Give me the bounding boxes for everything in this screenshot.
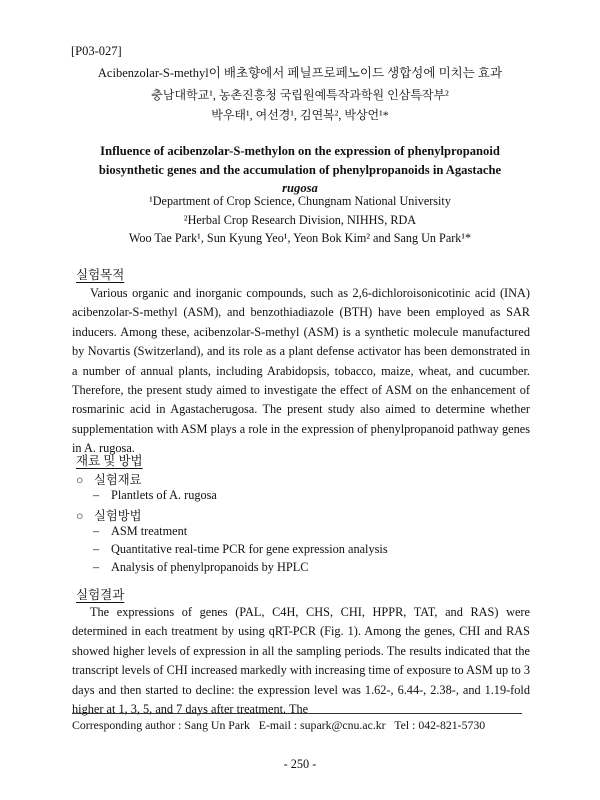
english-title-line-3: rugosa bbox=[282, 181, 318, 195]
methods-subitem-qpcr bbox=[93, 542, 388, 557]
methods-item-label: 실험방법 bbox=[94, 509, 142, 523]
korean-authors: 박우태¹, 여선경¹, 김연복², 박상언¹* bbox=[211, 108, 389, 122]
methods-item-label: Quantitative real-time PCR for gene expression analysis bbox=[111, 542, 388, 556]
corresponding-author-footer bbox=[72, 718, 485, 733]
results-heading: 실험결과 bbox=[76, 588, 125, 602]
methods-item-methods bbox=[76, 506, 142, 524]
english-affiliation-1: ¹Department of Crop Science, Chungnam National University bbox=[149, 194, 451, 208]
dash-bullet-icon: – bbox=[93, 560, 100, 574]
dash-bullet-icon: – bbox=[93, 542, 100, 556]
methods-item-materials bbox=[76, 470, 142, 488]
korean-affiliations: 충남대학교¹, 농촌진흥청 국립원예특작과학원 인삼특작부² bbox=[151, 88, 449, 102]
abstract-code: [P03-027] bbox=[71, 44, 122, 58]
author-phone: Tel : 042-821-5730 bbox=[394, 718, 486, 732]
methods-item-label: ASM treatment bbox=[111, 524, 188, 538]
dash-bullet-icon: – bbox=[93, 524, 100, 538]
methods-item-label: Plantlets of A. rugosa bbox=[111, 488, 217, 502]
methods-subitem-hplc bbox=[93, 560, 308, 575]
circle-bullet-icon: ○ bbox=[76, 509, 84, 523]
purpose-text: Various organic and inorganic compounds, such as 2,6-dichloroisonicotinic acid (INA) acibenzolar-S-methyl (ASM), and benzothiadiazole (BTH) have been employed as SAR inducers. Among these, acibenzolar-S-methyl (ASM) is a synthetic molecule manufactured by Novartis (Switzerland), and its role as a plant defense activator has been demonstrated in a number of annual plants, including Arabidopsis, tobacco, maize, wheat, and cucumber. Therefore, the present study aimed to investigate the effect of ASM on the enhancement of rosmarinic acid in Agastacherugosa. The present study also aimed to determine whether supplementation with ASM plays a role in the expression of phenylpropanoid pathway genes in A. rugosa. bbox=[72, 286, 530, 456]
english-title bbox=[60, 142, 540, 198]
footer-divider bbox=[72, 713, 522, 714]
results-paragraph bbox=[72, 603, 530, 719]
english-title-line-2: biosynthetic genes and the accumulation of phenylpropanoids in Agastache bbox=[98, 162, 502, 177]
purpose-paragraph bbox=[72, 284, 530, 459]
english-title-line-1: Influence of acibenzolar-S-methylon on the expression of phenylpropanoid bbox=[100, 144, 500, 158]
author-email: E-mail : supark@cnu.ac.kr bbox=[258, 718, 386, 732]
page-number: - 250 - bbox=[283, 757, 317, 771]
methods-subitem-plantlets bbox=[93, 488, 217, 503]
english-authors: Woo Tae Park¹, Sun Kyung Yeo¹, Yeon Bok Kim² and Sang Un Park¹* bbox=[128, 231, 472, 245]
corresponding-author: Corresponding author : Sang Un Park bbox=[72, 718, 250, 732]
circle-bullet-icon: ○ bbox=[76, 473, 84, 487]
english-affiliation-2: ²Herbal Crop Research Division, NIHHS, RDA bbox=[183, 213, 417, 227]
methods-item-label: 실험재료 bbox=[94, 473, 142, 487]
korean-title: Acibenzolar-S-methyl이 배초향에서 페닐프로페노이드 생합성에 미치는 효과 bbox=[97, 66, 503, 80]
purpose-heading: 실험목적 bbox=[76, 268, 125, 282]
results-text: The expressions of genes (PAL, C4H, CHS, CHI, HPPR, TAT, and RAS) were determined in each treatment by using qRT-PCR (Fig. 1). Among the genes, CHI and RAS showed higher levels of expression in all the sampling periods. The results indicated that the transcript levels of CHI increased markedly with increasing time of exposure to ASM up to 3 days and then started to decline: the expression level was 1.62-, 6.44-, 2.38-, and 1.19-fold higher at 1, 3, 5, and 7 days after treatment. The bbox=[72, 605, 530, 717]
methods-heading: 재료 및 방법 bbox=[76, 454, 143, 468]
methods-subitem-asm bbox=[93, 524, 187, 539]
dash-bullet-icon: – bbox=[93, 488, 100, 502]
methods-item-label: Analysis of phenylpropanoids by HPLC bbox=[111, 560, 309, 574]
